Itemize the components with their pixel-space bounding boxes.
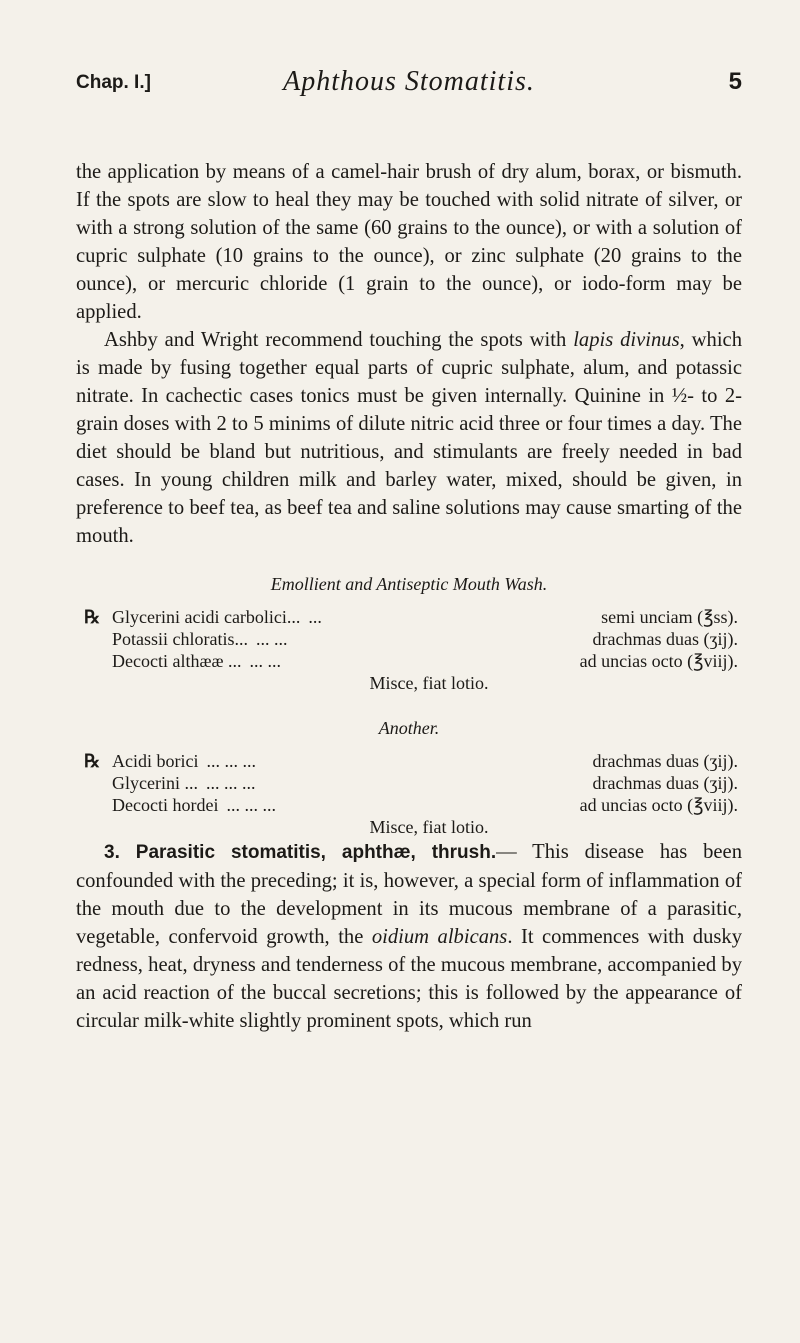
page-number: 5 <box>728 68 742 95</box>
ingredient: Acidi borici <box>112 751 199 771</box>
amount: ad uncias octo (℥viij). <box>579 651 738 671</box>
prescription-instruction: Misce, fiat lotio. <box>369 673 489 693</box>
chapter-label: Chap. I.] <box>76 72 151 93</box>
ingredient: Decocti althææ ... <box>112 651 242 671</box>
prescription-block <box>76 606 742 694</box>
prescription-line <box>76 772 742 794</box>
prescription-line <box>76 794 742 816</box>
prescription-instruction: Misce, fiat lotio. <box>369 817 489 837</box>
amount: drachmas duas (ʒij). <box>592 773 738 793</box>
amount: semi unciam (℥ss). <box>601 607 738 627</box>
leader-dots: ... ... ... <box>205 773 256 793</box>
ingredient: Potassii chloratis... <box>112 629 248 649</box>
prescription-heading: Emollient and Antiseptic Mouth Wash. <box>270 574 548 594</box>
section-heading: 3. Parasitic stomatitis, aphthæ, thrush. <box>104 842 497 863</box>
paragraph-text: . It commences with dusky redness, heat, dryness and tenderness of the mucous membrane, accompanied by an acid reaction of the buccal secretions; this is followed by the appearance of circular milk-white slightly prominent spots, which run <box>76 926 743 1032</box>
ingredient: Glycerini ... <box>112 773 198 793</box>
paragraph-text: — This disease has been confounded with the preceding; it is, however, a special form of inflammation of the mouth due to the development in its mucous membrane of a parasitic, vegetable, confervoid growth, the <box>76 841 742 948</box>
leader-dots: ... ... ... <box>206 751 256 771</box>
recipe-symbol-icon: ℞ <box>84 751 101 771</box>
italic-term: oidium albicans <box>371 926 508 948</box>
ingredient: Decocti hordei <box>112 795 219 815</box>
section-parasitic-stomatitis <box>76 838 742 1035</box>
prescription-line <box>76 650 742 672</box>
amount: drachmas duas (ʒij). <box>592 629 738 649</box>
leader-dots: ... ... <box>249 651 281 671</box>
leader-dots: ... ... ... <box>226 795 276 815</box>
prescription-line <box>76 750 742 772</box>
prescription-heading: Another. <box>378 718 440 738</box>
prescription-block <box>76 750 742 838</box>
paragraph-treatment: the application by means of a camel-hair brush of dry alum, borax, or bismuth. If the spots are slow to heal they may be touched with solid nitrate of silver, or with a strong solution of the same (60 grains to the ounce), or with a solution of cupric sulphate (10 grains to the ounce), or zinc sulphate (20 grains to the ounce), or mercuric chloride (1 grain to the ounce), or iodo-form may be applied. <box>76 161 742 323</box>
amount: drachmas duas (ʒij). <box>592 751 738 771</box>
prescription-line <box>76 606 742 628</box>
amount: ad uncias octo (℥viij). <box>579 795 738 815</box>
leader-dots: ... ... <box>256 629 288 649</box>
prescription-line <box>76 628 742 650</box>
paragraph-text: Ashby and Wright recommend touching the spots with <box>104 329 574 351</box>
paragraph-lapis-divinus <box>76 326 742 550</box>
running-title: Aphthous Stomatitis. <box>283 66 535 97</box>
ingredient: Glycerini acidi carbolici... <box>112 607 301 627</box>
running-head <box>76 66 742 112</box>
paragraph-text: , which is made by fusing together equal parts of cupric sulphate, alum, and potassic nitrate. In cachectic cases tonics must be given internally. Quinine in ½- to 2-grain doses with 2 to 5 minims of dilute nitric acid three or four times a day. The diet should be bland but nutritious, and stimulants are freely needed in bad cases. In young children milk and barley water, mixed, should be given, in preference to beef tea, as beef tea and saline solutions may cause smarting of the mouth. <box>76 329 742 547</box>
italic-term: lapis divinus <box>573 329 680 351</box>
recipe-symbol-icon: ℞ <box>84 607 101 627</box>
body-text <box>76 158 742 1035</box>
leader-dots: ... <box>308 607 322 627</box>
